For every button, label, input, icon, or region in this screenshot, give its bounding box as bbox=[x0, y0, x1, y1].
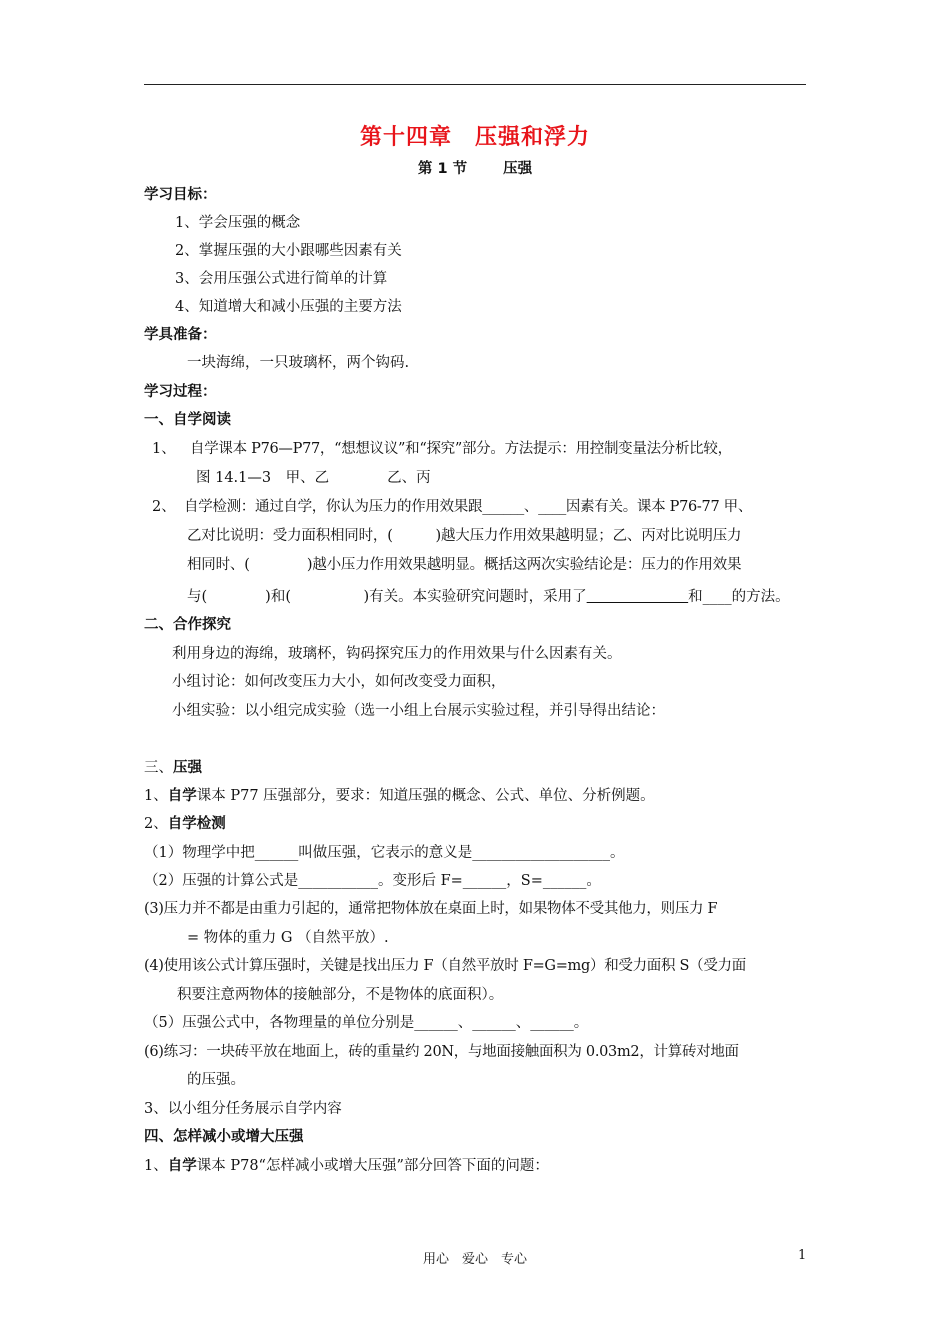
part3-item2-num: 2、 bbox=[144, 816, 168, 832]
header-rule bbox=[144, 84, 806, 85]
part3-q5: （5）压强公式中，各物理量的单位分别是______、______、______。 bbox=[144, 1015, 589, 1031]
part3-item1-num: 1、 bbox=[144, 788, 168, 804]
part3-item2-bold: 自学检测 bbox=[167, 816, 226, 832]
part3-item3: 3、以小组分任务展示自学内容 bbox=[144, 1101, 342, 1117]
part4-item1-bold: 自学 bbox=[167, 1158, 197, 1174]
part3-q4: (4)使用该公式计算压强时，关键是找出压力 F（自然平放时 F=G=mg）和受力面积 S（受力面 bbox=[144, 958, 746, 974]
section-heading bbox=[0, 157, 950, 178]
part3-heading-num: 三、 bbox=[144, 760, 173, 776]
part1-item2-line4c: 和____的方法。 bbox=[688, 589, 790, 605]
goal-item: 2、掌握压强的大小跟哪些因素有关 bbox=[175, 243, 402, 259]
goal-item: 4、知道增大和减小压强的主要方法 bbox=[175, 299, 402, 315]
part3-q3-cont: = 物体的重力 G （自然平放）. bbox=[187, 930, 389, 946]
part3-item1-rest: 课本 P77 压强部分，要求：知道压强的概念、公式、单位、分析例题。 bbox=[196, 788, 655, 804]
part3-item1 bbox=[144, 785, 655, 807]
part2-line: 小组实验：以小组完成实验（选一小组上台展示实验过程，并引导得出结论： bbox=[172, 703, 665, 719]
section-name: 压强 bbox=[503, 161, 533, 177]
process-heading: 学习过程： bbox=[144, 384, 217, 400]
part3-q6: (6)练习：一块砖平放在地面上，砖的重量约 20N，与地面接触面积为 0.03m2，计算砖对地面 bbox=[144, 1044, 739, 1060]
part3-heading bbox=[144, 757, 202, 779]
goal-item: 3、会用压强公式进行简单的计算 bbox=[175, 271, 388, 287]
part2-line: 小组讨论：如何改变压力大小，如何改变受力面积， bbox=[172, 674, 506, 690]
part4-item1-num: 1、 bbox=[144, 1158, 168, 1174]
part3-q2: （2）压强的计算公式是___________。变形后 F=______，S=______。 bbox=[144, 873, 601, 889]
goals-heading: 学习目标： bbox=[144, 187, 217, 203]
part3-heading-text: 压强 bbox=[173, 760, 202, 776]
part3-q6-cont: 的压强。 bbox=[187, 1072, 245, 1088]
part1-item2-num: 2、 bbox=[152, 499, 176, 515]
part1-item2-line4a: 与( )和( )有关。本实验研究问题时，采用了 bbox=[187, 589, 587, 605]
part1-method-blank bbox=[587, 589, 689, 605]
part1-heading: 一、自学阅读 bbox=[144, 412, 231, 428]
part1-item2-text: 自学检测：通过自学，你认为压力的作用效果跟______、____因素有关。课本 P76-77 甲、 bbox=[184, 499, 753, 515]
part1-item1-num: 1、 bbox=[152, 441, 176, 457]
part4-item1-rest: 课本 P78“怎样减小或增大压强”部分回答下面的问题： bbox=[196, 1158, 549, 1174]
part3-q4-cont: 积要注意两物体的接触部分，不是物体的底面积）。 bbox=[177, 987, 504, 1003]
prep-text: 一块海绵，一只玻璃杯，两个钩码. bbox=[187, 355, 410, 371]
page-number: 1 bbox=[798, 1248, 807, 1263]
prep-heading: 学具准备： bbox=[144, 327, 217, 343]
part3-q1: （1）物理学中把______叫做压强，它表示的意义是___________________。 bbox=[144, 845, 625, 861]
section-label: 第 1 节 bbox=[417, 161, 468, 177]
part2-line: 利用身边的海绵，玻璃杯，钩码探究压力的作用效果与什么因素有关。 bbox=[172, 646, 622, 662]
chapter-title: 第十四章 压强和浮力 bbox=[359, 125, 590, 150]
part4-heading: 四、怎样减小或增大压强 bbox=[144, 1129, 304, 1145]
part1-item1-text-cont: 图 14.1—3 甲、乙 乙、丙 bbox=[196, 470, 431, 486]
part3-q3: (3)压力并不都是由重力引起的，通常把物体放在桌面上时，如果物体不受其他力，则压力 F bbox=[144, 901, 718, 917]
part1-item2-text-cont: 相同时、( )越小压力作用效果越明显。概括这两次实验结论是：压力的作用效果 bbox=[187, 557, 742, 573]
footer-text: 用心 爱心 专心 bbox=[422, 1252, 527, 1267]
part3-item2 bbox=[144, 813, 226, 835]
part1-item2-text-cont: 乙对比说明：受力面积相同时，( )越大压力作用效果越明显；乙、丙对比说明压力 bbox=[187, 528, 742, 544]
part2-heading: 二、合作探究 bbox=[144, 617, 231, 633]
part3-item1-bold: 自学 bbox=[167, 788, 197, 804]
part1-item1-text: 自学课本 P76—P77，“想想议议”和“探究”部分。方法提示：用控制变量法分析比较， bbox=[190, 441, 732, 457]
part1-item2-text-cont bbox=[187, 586, 790, 608]
part4-item1 bbox=[144, 1155, 549, 1177]
goal-item: 1、学会压强的概念 bbox=[175, 215, 301, 231]
